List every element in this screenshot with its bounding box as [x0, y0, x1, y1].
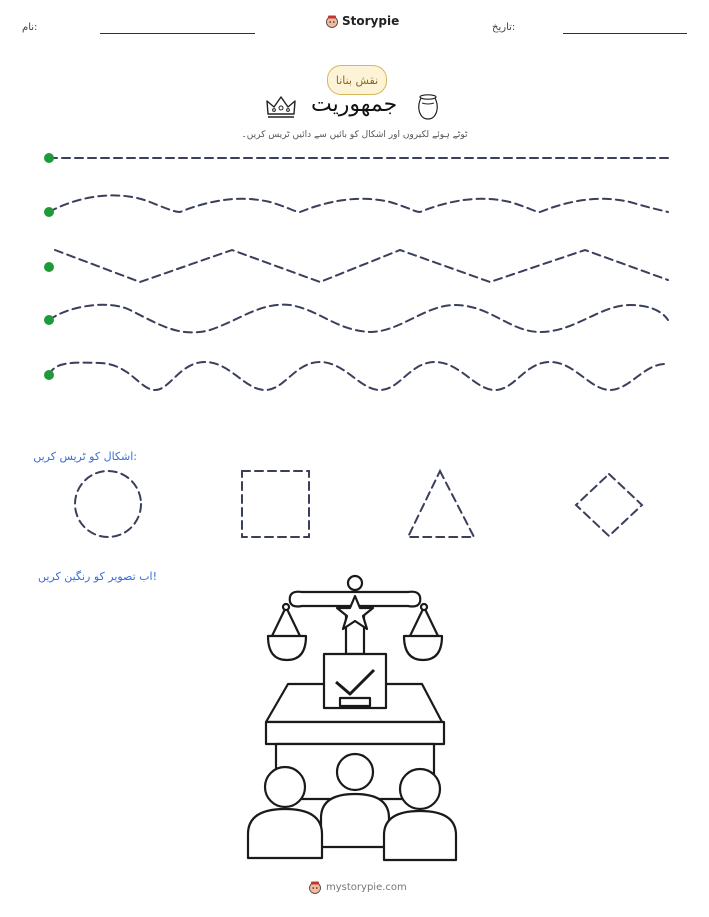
tracing-lines[interactable] [0, 140, 709, 400]
storypie-mascot-icon [308, 880, 322, 894]
start-dot-3 [44, 262, 54, 272]
democracy-coloring-image[interactable] [240, 572, 470, 867]
date-label: تاریخ: [492, 22, 516, 33]
trace-square [242, 471, 309, 537]
trace-circle [75, 471, 141, 537]
trace-shapes[interactable] [0, 465, 709, 545]
footer [308, 880, 407, 894]
name-label: نام: [22, 22, 38, 33]
trace-line-smooth-wave [49, 305, 668, 333]
crown-icon [265, 94, 297, 120]
start-dot-5 [44, 370, 54, 380]
activity-badge: نقش بنانا [327, 65, 387, 95]
trace-diamond [576, 474, 642, 536]
title-row [265, 92, 445, 128]
start-dot-4 [44, 315, 54, 325]
trace-line-bump-wave [49, 362, 668, 390]
trace-triangle [408, 471, 474, 537]
footer-url[interactable]: mystorypie.com [326, 881, 407, 893]
shapes-heading: اشکال کو ٹریس کریں: [33, 450, 137, 463]
brand-logo [325, 14, 399, 28]
name-line[interactable] [100, 33, 255, 34]
storypie-mascot-icon [325, 14, 339, 28]
start-dot-2 [44, 207, 54, 217]
coloring-heading: اب تصویر کو رنگین کریں! [37, 570, 157, 583]
trace-line-zigzag [55, 250, 668, 282]
page-title: جمهوریت [311, 92, 398, 117]
trace-line-wave [49, 195, 668, 212]
pot-icon [413, 92, 443, 122]
instruction-text: ٹوٹے ہوئے لکیروں اور اشکال کو بائیں سے دائیں ٹریس کریں۔ [241, 130, 468, 140]
start-dot-1 [44, 153, 54, 163]
date-line[interactable] [563, 33, 687, 34]
brand-name: Storypie [342, 14, 400, 28]
